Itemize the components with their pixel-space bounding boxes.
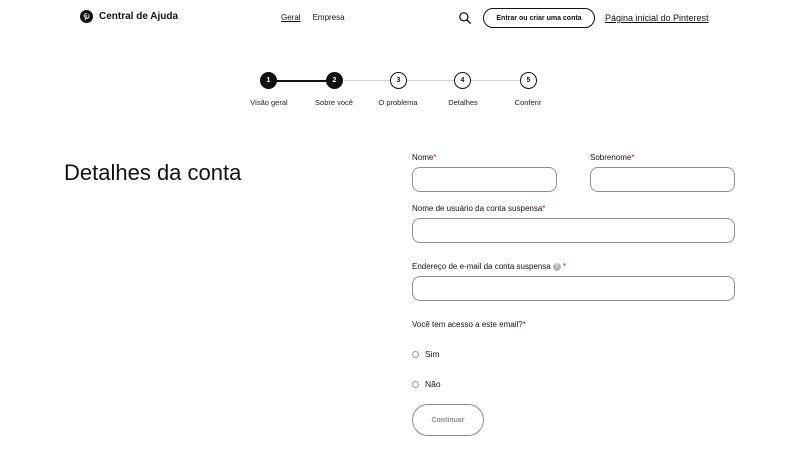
- step-connector: [471, 80, 521, 81]
- step-3-circle[interactable]: 3: [390, 72, 407, 89]
- email-label-text: Endereço de e-mail da conta suspensa: [412, 262, 551, 271]
- top-header: [0, 0, 800, 36]
- radio-label: Não: [425, 379, 441, 389]
- required-mark: *: [563, 262, 567, 271]
- first-name-field[interactable]: [412, 167, 557, 192]
- radio-button[interactable]: [412, 351, 419, 358]
- email-field[interactable]: [412, 276, 735, 301]
- search-icon[interactable]: [458, 11, 472, 25]
- pinterest-home-link[interactable]: Página inicial do Pinterest: [605, 13, 709, 23]
- step-5-label: Conferir: [514, 98, 542, 107]
- username-label: [412, 204, 545, 213]
- required-mark: *: [433, 153, 437, 162]
- step-4-label: Detalhes: [448, 98, 478, 107]
- username-field[interactable]: [412, 218, 735, 243]
- required-mark: *: [542, 204, 546, 213]
- step-4-circle[interactable]: 4: [454, 72, 471, 89]
- step-3-label: O problema: [378, 98, 418, 107]
- step-5-circle[interactable]: 5: [520, 72, 537, 89]
- last-name-label-text: Sobrenome: [590, 153, 632, 162]
- brand[interactable]: [80, 10, 178, 23]
- first-name-label-text: Nome: [412, 153, 434, 162]
- last-name-label: [590, 153, 634, 162]
- step-connector: [269, 80, 332, 82]
- radio-button[interactable]: [412, 381, 419, 388]
- top-nav: [281, 13, 345, 22]
- access-question-text: Você tem acesso a este email?: [412, 320, 523, 329]
- help-icon[interactable]: ?: [553, 263, 561, 271]
- step-2-label: Sobre você: [315, 98, 353, 107]
- step-1-label: Visão geral: [250, 98, 288, 107]
- pinterest-logo-icon: [80, 10, 93, 23]
- nav-geral[interactable]: Geral: [281, 13, 301, 22]
- step-connector: [344, 80, 395, 81]
- step-1-circle[interactable]: 1: [260, 72, 277, 89]
- access-question: [412, 320, 526, 329]
- continue-button[interactable]: Continuar: [412, 404, 484, 436]
- progress-stepper: [240, 70, 560, 115]
- nav-empresa[interactable]: Empresa: [312, 13, 345, 22]
- email-label: [412, 262, 566, 271]
- page-title: Detalhes da conta: [64, 160, 242, 185]
- radio-option-nao[interactable]: [412, 379, 441, 389]
- radio-label: Sim: [425, 349, 440, 359]
- required-mark: *: [522, 320, 526, 329]
- step-connector: [407, 80, 454, 81]
- step-2-circle[interactable]: 2: [326, 72, 343, 89]
- required-mark: *: [631, 153, 635, 162]
- first-name-label: [412, 153, 436, 162]
- last-name-field[interactable]: [590, 167, 735, 192]
- login-button[interactable]: Entrar ou criar uma conta: [483, 8, 595, 28]
- brand-name: Central de Ajuda: [99, 11, 179, 22]
- username-label-text: Nome de usuário da conta suspensa: [412, 204, 543, 213]
- radio-option-sim[interactable]: [412, 349, 440, 359]
